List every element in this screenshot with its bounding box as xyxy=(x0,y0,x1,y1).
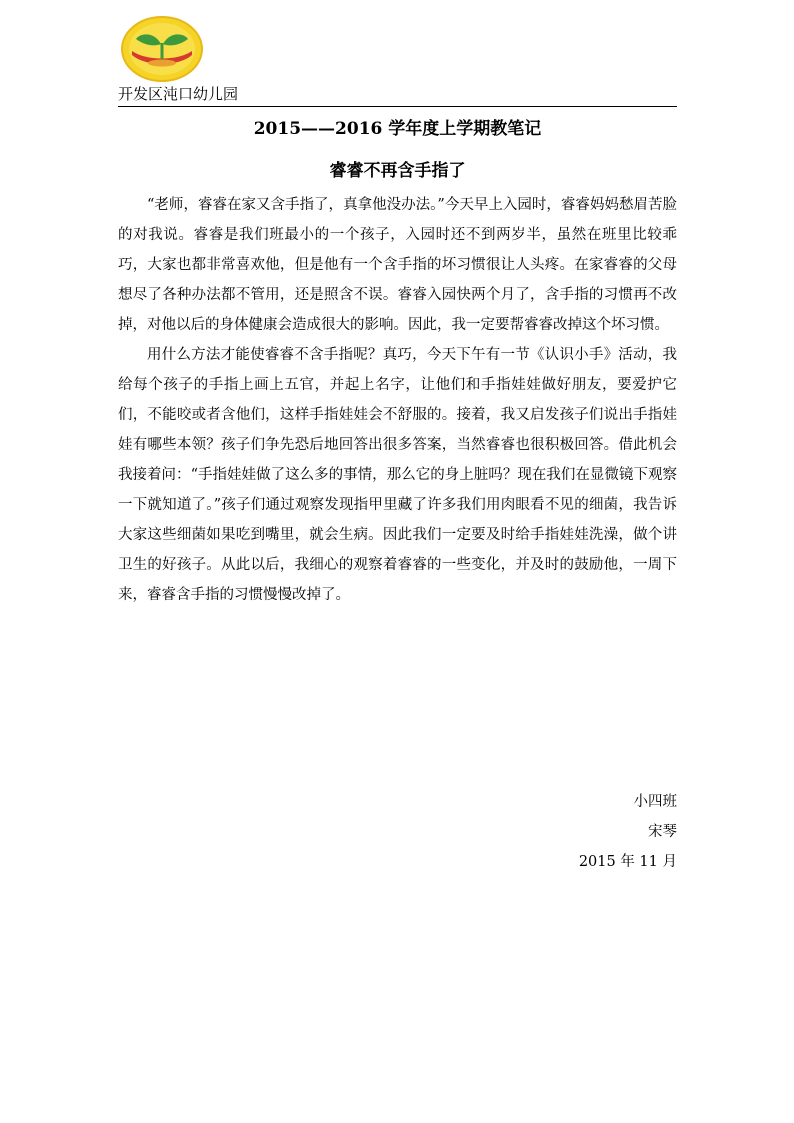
document-subtitle: 睿睿不再含手指了 xyxy=(329,161,466,181)
paragraph-1: “老师，睿睿在家又含手指了，真拿他没办法。”今天早上入园时，睿睿妈妈愁眉苦脸的对我说。睿睿是我们班最小的一个孩子，入园时还不到两岁半，虽然在班里比较乖巧，大家也都非常喜欢他，但是他有一个含手指的坏习惯很让人头疼。在家睿睿的父母想尽了各种办法都不管用，还是照含不误。睿睿入园快两个月了，含手指的习惯再不改掉，对他以后的身体健康会造成很大的影响。因此，我一定要帮睿睿改掉这个坏习惯。 xyxy=(118,197,677,333)
signature-class: 小四班 xyxy=(633,794,677,810)
header-divider xyxy=(118,106,677,107)
document-title: 2015——2016 学年度上学期教笔记 xyxy=(253,119,542,139)
logo-ground xyxy=(148,60,176,67)
paragraph-2: 用什么方法才能使睿睿不含手指呢？真巧，今天下午有一节《认识小手》活动，我给每个孩子的手指上画上五官，并起上名字，让他们和手指娃娃做好朋友，要爱护它们，不能咬或者含他们，这样手指娃娃会不舒服的。接着，我又启发孩子们说出手指娃娃有哪些本领？孩子们争先恐后地回答出很多答案，当然睿睿也很积极回答。借此机会我接着问：“手指娃娃做了这么多的事情，那么它的身上脏吗？现在我们在显微镜下观察一下就知道了。”孩子们通过观察发现指甲里藏了许多我们用肉眼看不见的细菌，我告诉大家这些细菌如果吃到嘴里，就会生病。因此我们一定要及时给手指娃娃洗澡，做个讲卫生的好孩子。从此以后，我细心的观察着睿睿的一些变化，并及时的鼓励他，一周下来，睿睿含手指的习惯慢慢改掉了。 xyxy=(118,347,677,603)
body-text xyxy=(118,190,677,610)
signature-date: 2015 年 11 月 xyxy=(578,854,677,870)
signature-author: 宋琴 xyxy=(648,824,677,840)
sprout-emblem-icon xyxy=(120,15,204,83)
signature-block xyxy=(579,787,677,877)
school-name: 开发区沌口幼儿园 xyxy=(118,85,239,103)
